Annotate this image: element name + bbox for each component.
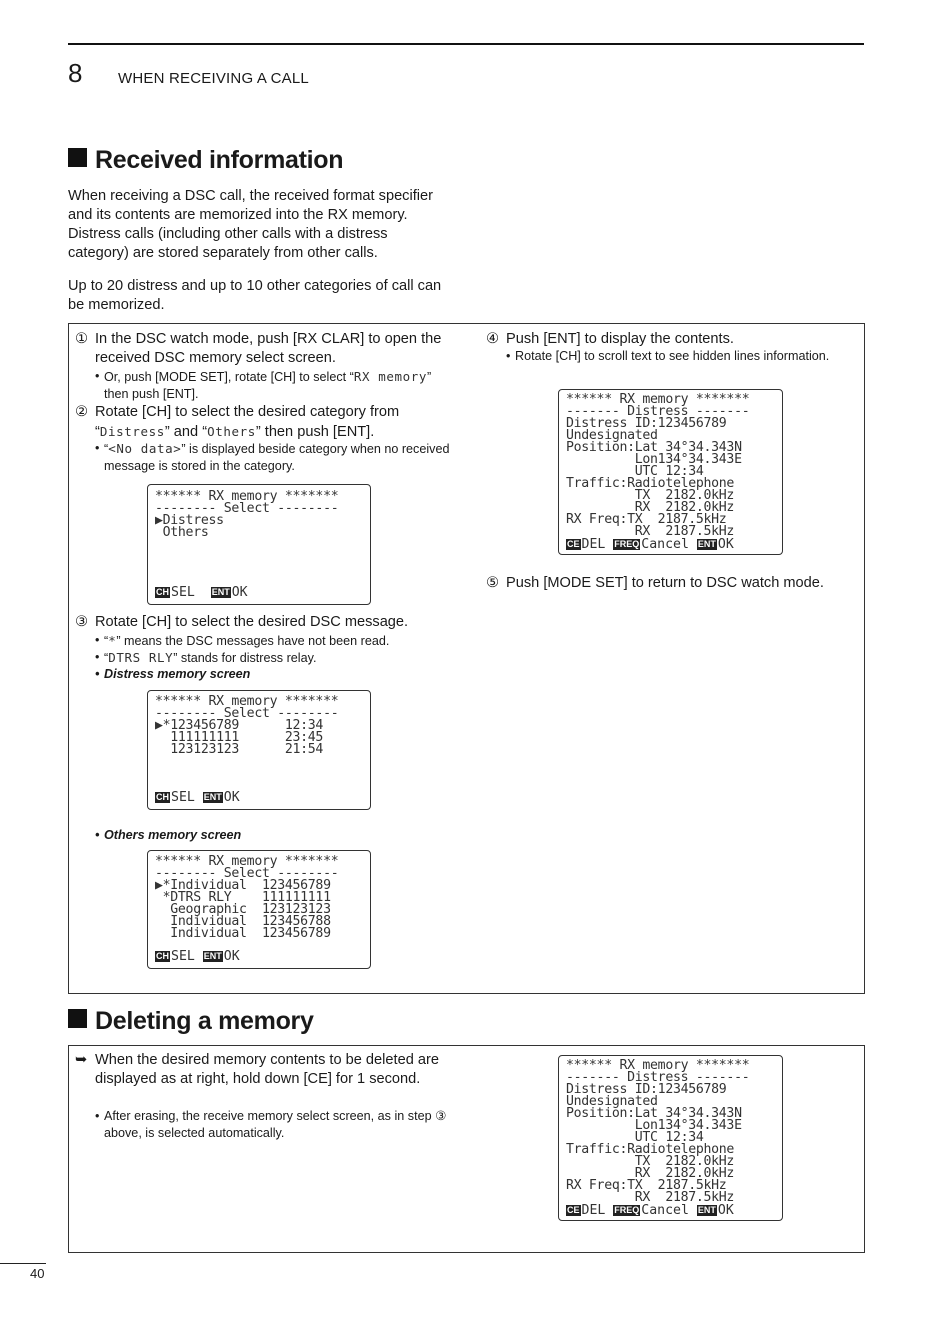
ch-key-icon: CH [156, 792, 169, 802]
chapter-number: 8 [68, 58, 83, 88]
ce-key-icon: CE [567, 539, 580, 549]
ent-key-icon: ENT [203, 951, 222, 961]
step-4: ④ Push [ENT] to display the contents. [486, 331, 734, 347]
others-memory-label: • Others memory screen [95, 828, 242, 842]
ent-key-icon: ENT [211, 587, 230, 597]
ch-key-icon: CH [156, 951, 169, 961]
freq-key-icon: FREQ [614, 539, 640, 549]
step-3-note-2: • “DTRS RLY” stands for distress relay. [95, 650, 317, 665]
step-3-note-1: • “*” means the DSC messages have not been read. [95, 633, 390, 648]
arrow-icon: ➥ [75, 1052, 88, 1068]
lcd-delete-contents-screen: ****** RX memory ******* ------- Distress ------- Distress ID:123456789 Undesignated Position:Lat 34°34.343N Lon134°34.343E UTC 12:34 Traffic:Radiotelephone TX 2182.0kHz RX 2182.0kHz RX Freq:TX 2187.5kHz RX 2187.5kHz CE DEL FREQ Cancel ENT OK [558, 1055, 783, 1221]
step-2: ② Rotate [CH] to select the desired category from “Distress” and “Others” then push [ENT]. [75, 404, 400, 440]
ent-key-icon: ENT [697, 1205, 716, 1215]
ce-key-icon: CE [567, 1205, 580, 1215]
step-4-note: • Rotate [CH] to scroll text to see hidden lines information. [506, 349, 830, 363]
step-5: ⑤ Push [MODE SET] to return to DSC watch mode. [486, 575, 824, 591]
step-2-note: • “<No data>” is displayed beside category when no received message is stored in the category. [95, 441, 450, 473]
lcd-contents-screen: ****** RX memory ******* ------- Distress ------- Distress ID:123456789 Undesignated Position:Lat 34°34.343N Lon134°34.343E UTC 12:34 Traffic:Radiotelephone TX 2182.0kHz RX 2182.0kHz RX Freq:TX 2187.5kHz RX 2187.5kHz CE DEL FREQ Cancel ENT OK [558, 389, 783, 555]
ent-key-icon: ENT [697, 539, 716, 549]
intro-paragraph-2: Up to 20 distress and up to 10 other categories of call can be memorized. [68, 278, 442, 313]
step-1: ① In the DSC watch mode, push [RX CLAR] to open the received DSC memory select screen. [75, 331, 442, 366]
lcd-others-memory-screen: ****** RX memory ******* -------- Select -------- ▶*Individual 123456789 *DTRS RLY 111111111 Geographic 123123123 Individual 123456788 Individual 123456789 CH SEL ENT OK [147, 850, 371, 969]
intro-paragraph-1: When receiving a DSC call, the received format specifier and its contents are memorized into the RX memory. Distress calls (including other calls with a distress category) are stored separately from other calls. [68, 188, 433, 261]
footer-rule [0, 1263, 46, 1264]
section-title-received-information: Received information [68, 146, 343, 175]
section-title-deleting-a-memory: Deleting a memory [68, 1007, 314, 1036]
step-1-note: • Or, push [MODE SET], rotate [CH] to select “RX memory” then push [ENT]. [95, 369, 432, 401]
ch-key-icon: CH [156, 587, 169, 597]
distress-memory-label: • Distress memory screen [95, 667, 251, 681]
delete-instruction: ➥ When the desired memory contents to be deleted are displayed as at right, hold down [CE] for 1 second. [75, 1052, 439, 1087]
delete-note: • After erasing, the receive memory select screen, as in step ③ above, is selected automatically. [95, 1109, 447, 1140]
square-bullet-icon [68, 1009, 87, 1028]
square-bullet-icon [68, 148, 87, 167]
ent-key-icon: ENT [203, 792, 222, 802]
lcd-select-screen: ****** RX memory ******* -------- Select -------- ▶Distress Others CH SEL ENT OK [147, 484, 371, 605]
lcd-distress-memory-screen: ****** RX memory ******* -------- Select -------- ▶*123456789 12:34 111111111 23:45 123123123 21:54 CH SEL ENT OK [147, 690, 371, 810]
page-number: 40 [30, 1266, 45, 1281]
header-rule [68, 43, 864, 45]
step-3: ③ Rotate [CH] to select the desired DSC message. [75, 614, 409, 630]
chapter-title: WHEN RECEIVING A CALL [118, 70, 309, 87]
freq-key-icon: FREQ [614, 1205, 640, 1215]
